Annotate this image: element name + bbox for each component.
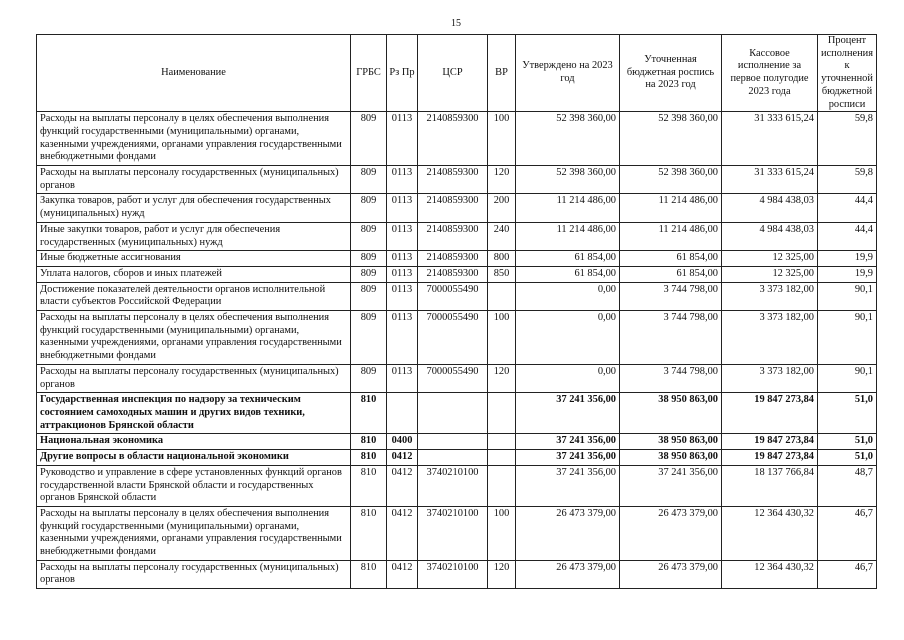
cell-approved: 0,00 [516,282,620,310]
cell-vr: 850 [488,266,516,282]
cell-name: Расходы на выплаты персоналу государственных (муниципальных) органов [37,166,351,194]
cell-refined: 3 744 798,00 [620,364,722,392]
cell-refined: 38 950 863,00 [620,393,722,434]
cell-refined: 26 473 379,00 [620,506,722,560]
cell-vr: 100 [488,112,516,166]
cell-percent: 90,1 [818,311,877,365]
cell-rzpr: 0412 [387,465,418,506]
table-row [37,506,877,560]
cell-refined: 11 214 486,00 [620,222,722,250]
table-row [37,266,877,282]
cell-vr [488,434,516,450]
cell-refined: 61 854,00 [620,251,722,267]
cell-name: Расходы на выплаты персоналу государственных (муниципальных) органов [37,364,351,392]
cell-name: Руководство и управление в сфере установленных функций органов государственной власти Брянской области и государственных органов Брянской области [37,465,351,506]
table-row [37,393,877,434]
cell-vr: 240 [488,222,516,250]
cell-cash: 31 333 615,24 [722,112,818,166]
cell-cash: 19 847 273,84 [722,393,818,434]
cell-cash: 12 325,00 [722,266,818,282]
table-row [37,311,877,365]
cell-percent: 51,0 [818,393,877,434]
cell-csr [418,434,488,450]
cell-csr: 3740210100 [418,560,488,588]
header-refined: Уточненная бюджетная роспись на 2023 год [620,35,722,112]
cell-percent: 19,9 [818,251,877,267]
cell-approved: 26 473 379,00 [516,506,620,560]
cell-vr [488,465,516,506]
cell-rzpr [387,393,418,434]
cell-rzpr: 0113 [387,282,418,310]
cell-percent: 51,0 [818,450,877,466]
cell-vr: 100 [488,506,516,560]
cell-grbs: 809 [351,282,387,310]
cell-csr: 7000055490 [418,364,488,392]
cell-cash: 3 373 182,00 [722,364,818,392]
cell-csr: 3740210100 [418,465,488,506]
cell-csr: 7000055490 [418,311,488,365]
cell-csr: 2140859300 [418,166,488,194]
cell-rzpr: 0412 [387,560,418,588]
header-rzpr: Рз Пр [387,35,418,112]
cell-approved: 37 241 356,00 [516,465,620,506]
cell-rzpr: 0412 [387,506,418,560]
cell-vr: 120 [488,166,516,194]
cell-percent: 48,7 [818,465,877,506]
cell-grbs: 809 [351,364,387,392]
cell-refined: 3 744 798,00 [620,282,722,310]
cell-rzpr: 0113 [387,166,418,194]
cell-grbs: 810 [351,434,387,450]
cell-grbs: 809 [351,166,387,194]
table-row [37,560,877,588]
cell-percent: 59,8 [818,112,877,166]
cell-rzpr: 0113 [387,194,418,222]
cell-name: Расходы на выплаты персоналу в целях обеспечения выполнения функций государственными (муниципальными) органами, казенными учреждениями, органами управления государственными внебюджетными фондами [37,506,351,560]
cell-refined: 37 241 356,00 [620,465,722,506]
cell-rzpr: 0113 [387,222,418,250]
cell-cash: 19 847 273,84 [722,434,818,450]
cell-percent: 46,7 [818,506,877,560]
cell-approved: 26 473 379,00 [516,560,620,588]
cell-name: Расходы на выплаты персоналу государственных (муниципальных) органов [37,560,351,588]
cell-approved: 37 241 356,00 [516,450,620,466]
cell-csr [418,393,488,434]
table-body [37,112,877,589]
cell-name: Национальная экономика [37,434,351,450]
header-cash: Кассовое исполнение за первое полугодие 2023 года [722,35,818,112]
budget-execution-table [36,34,877,589]
table-header-row [37,35,877,112]
cell-grbs: 810 [351,393,387,434]
table-row [37,222,877,250]
cell-vr [488,393,516,434]
cell-cash: 19 847 273,84 [722,450,818,466]
header-name: Наименование [37,35,351,112]
table-row [37,434,877,450]
cell-approved: 61 854,00 [516,251,620,267]
cell-refined: 26 473 379,00 [620,560,722,588]
cell-grbs: 809 [351,251,387,267]
cell-percent: 90,1 [818,364,877,392]
cell-grbs: 810 [351,560,387,588]
cell-approved: 37 241 356,00 [516,393,620,434]
cell-grbs: 809 [351,266,387,282]
table-row [37,166,877,194]
cell-csr: 2140859300 [418,112,488,166]
cell-csr: 2140859300 [418,266,488,282]
cell-cash: 12 364 430,32 [722,506,818,560]
cell-rzpr: 0113 [387,311,418,365]
cell-vr: 120 [488,560,516,588]
cell-rzpr: 0113 [387,266,418,282]
cell-approved: 11 214 486,00 [516,194,620,222]
cell-name: Иные бюджетные ассигнования [37,251,351,267]
cell-grbs: 809 [351,194,387,222]
table-row [37,282,877,310]
cell-cash: 12 325,00 [722,251,818,267]
cell-percent: 51,0 [818,434,877,450]
cell-percent: 90,1 [818,282,877,310]
cell-name: Расходы на выплаты персоналу в целях обеспечения выполнения функций государственными (муниципальными) органами, казенными учреждениями, органами управления государственными внебюджетными фондами [37,112,351,166]
cell-rzpr: 0113 [387,364,418,392]
cell-refined: 38 950 863,00 [620,450,722,466]
cell-approved: 52 398 360,00 [516,112,620,166]
cell-csr: 7000055490 [418,282,488,310]
table-row [37,112,877,166]
table-row [37,251,877,267]
table-row [37,364,877,392]
cell-vr [488,450,516,466]
cell-percent: 59,8 [818,166,877,194]
cell-name: Государственная инспекция по надзору за техническим состоянием самоходных машин и других видов техники, аттракционов Брянской области [37,393,351,434]
page-number: 15 [451,18,461,29]
cell-vr: 100 [488,311,516,365]
cell-csr: 2140859300 [418,194,488,222]
header-vr: ВР [488,35,516,112]
cell-percent: 19,9 [818,266,877,282]
table-row [37,194,877,222]
cell-rzpr: 0400 [387,434,418,450]
cell-cash: 12 364 430,32 [722,560,818,588]
cell-rzpr: 0113 [387,112,418,166]
cell-csr [418,450,488,466]
cell-refined: 52 398 360,00 [620,166,722,194]
cell-percent: 46,7 [818,560,877,588]
cell-approved: 52 398 360,00 [516,166,620,194]
cell-cash: 3 373 182,00 [722,282,818,310]
cell-refined: 3 744 798,00 [620,311,722,365]
cell-csr: 2140859300 [418,222,488,250]
header-grbs: ГРБС [351,35,387,112]
cell-name: Расходы на выплаты персоналу в целях обеспечения выполнения функций государственными (муниципальными) органами, казенными учреждениями, органами управления государственными внебюджетными фондами [37,311,351,365]
table-row [37,450,877,466]
cell-percent: 44,4 [818,222,877,250]
cell-name: Достижение показателей деятельности органов исполнительной власти субъектов Российской Федерации [37,282,351,310]
cell-cash: 4 984 438,03 [722,222,818,250]
cell-name: Другие вопросы в области национальной экономики [37,450,351,466]
cell-cash: 18 137 766,84 [722,465,818,506]
cell-grbs: 810 [351,506,387,560]
cell-csr: 3740210100 [418,506,488,560]
cell-grbs: 809 [351,222,387,250]
cell-approved: 0,00 [516,311,620,365]
cell-approved: 0,00 [516,364,620,392]
cell-csr: 2140859300 [418,251,488,267]
cell-vr [488,282,516,310]
cell-refined: 38 950 863,00 [620,434,722,450]
cell-refined: 61 854,00 [620,266,722,282]
cell-approved: 11 214 486,00 [516,222,620,250]
cell-refined: 52 398 360,00 [620,112,722,166]
cell-name: Закупка товаров, работ и услуг для обеспечения государственных (муниципальных) нужд [37,194,351,222]
cell-grbs: 810 [351,465,387,506]
cell-grbs: 810 [351,450,387,466]
cell-vr: 120 [488,364,516,392]
cell-grbs: 809 [351,112,387,166]
cell-percent: 44,4 [818,194,877,222]
cell-cash: 4 984 438,03 [722,194,818,222]
header-csr: ЦСР [418,35,488,112]
cell-rzpr: 0113 [387,251,418,267]
cell-approved: 61 854,00 [516,266,620,282]
header-approved: Утверждено на 2023 год [516,35,620,112]
cell-vr: 200 [488,194,516,222]
cell-name: Иные закупки товаров, работ и услуг для обеспечения государственных (муниципальных) нужд [37,222,351,250]
cell-rzpr: 0412 [387,450,418,466]
cell-cash: 3 373 182,00 [722,311,818,365]
header-percent: Процент исполнения к уточненной бюджетной росписи [818,35,877,112]
cell-grbs: 809 [351,311,387,365]
table-row [37,465,877,506]
cell-refined: 11 214 486,00 [620,194,722,222]
cell-cash: 31 333 615,24 [722,166,818,194]
cell-vr: 800 [488,251,516,267]
cell-approved: 37 241 356,00 [516,434,620,450]
cell-name: Уплата налогов, сборов и иных платежей [37,266,351,282]
